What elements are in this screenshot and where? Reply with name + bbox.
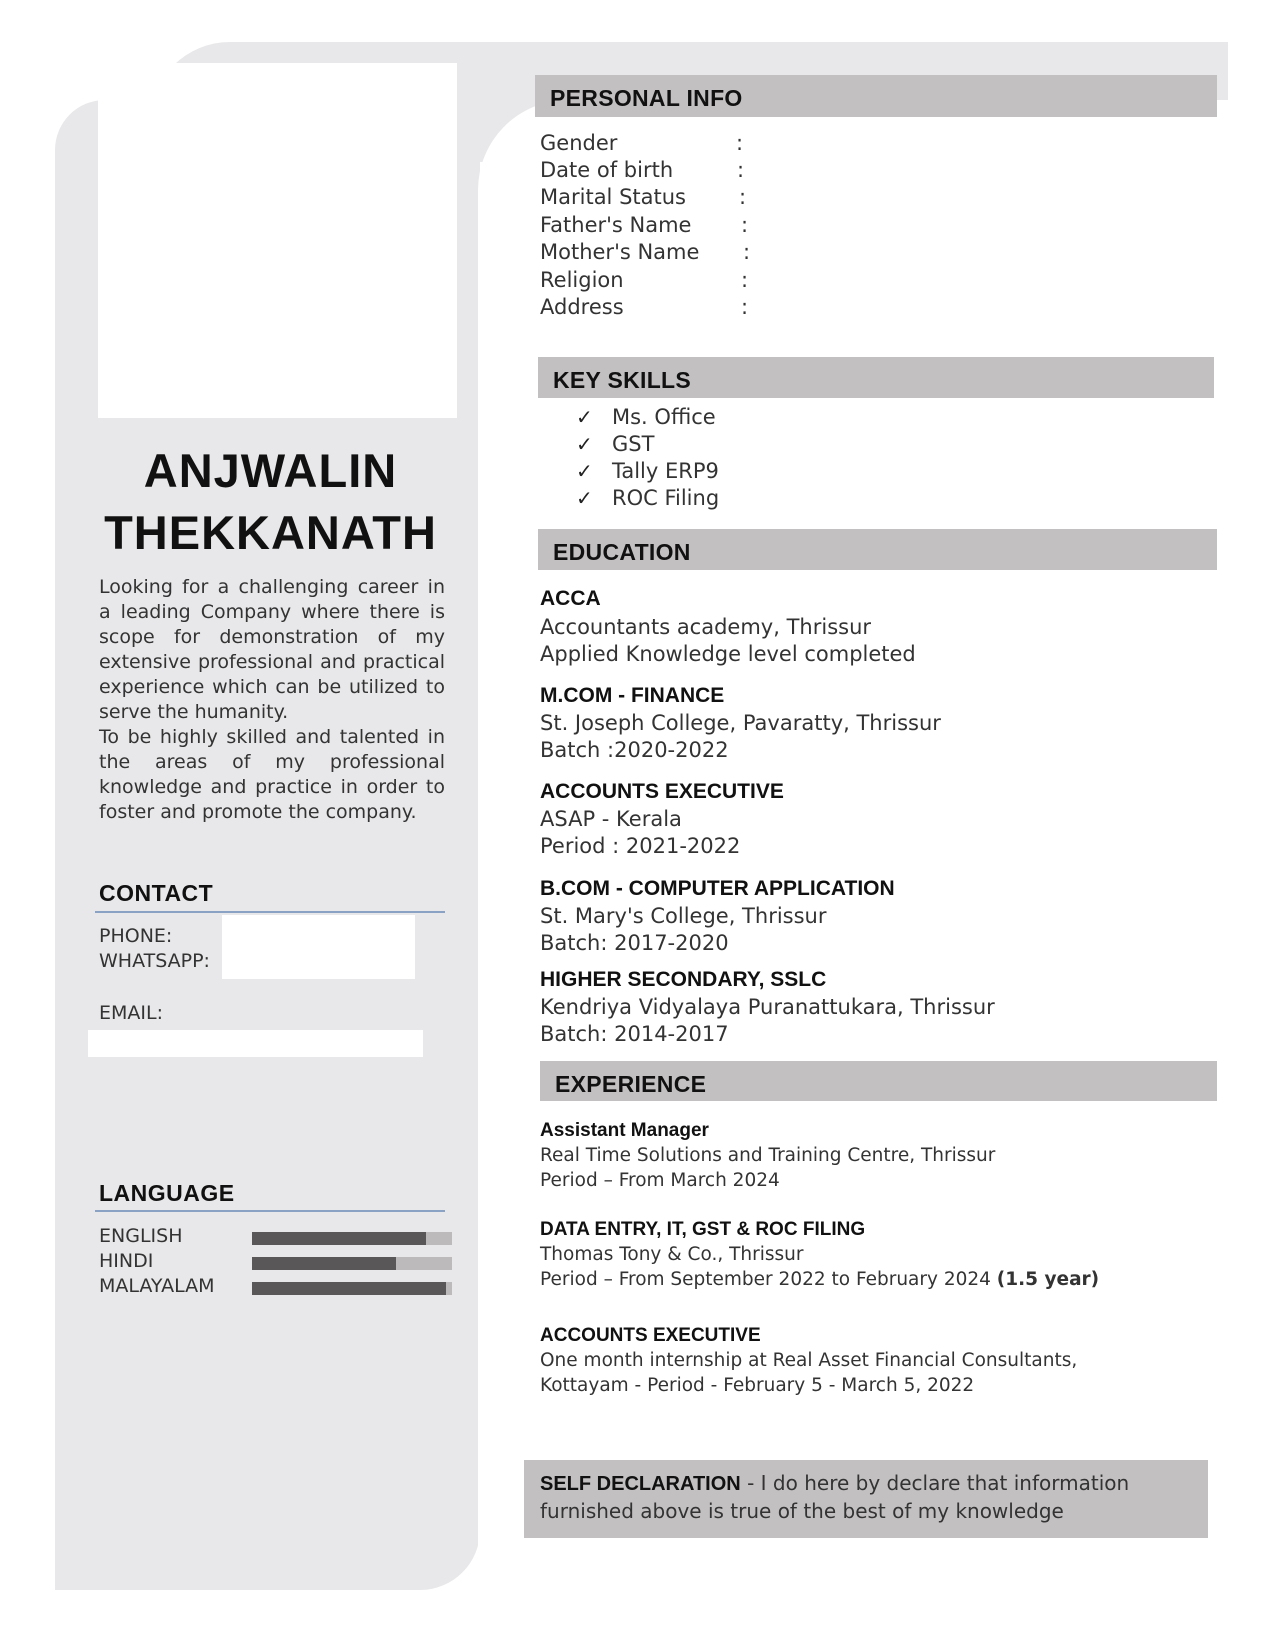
checkmark-icon: ✓ bbox=[576, 405, 593, 429]
experience-duration: (1.5 year) bbox=[996, 1269, 1100, 1290]
phone-value-redacted bbox=[222, 915, 415, 979]
experience-detail: Kottayam - Period - February 5 - March 5, 2022 bbox=[540, 1375, 975, 1396]
education-detail: Kendriya Vidyalaya Puranattukara, Thrissur bbox=[540, 995, 995, 1019]
last-name: THEKKANATH bbox=[104, 506, 437, 559]
objective-paragraph: Looking for a challenging career in a leading Company where there is scope for demonstration of my extensive professional and practical experience which can be utilized to serve the humanity. bbox=[99, 576, 445, 723]
language-name: MALAYALAM bbox=[99, 1275, 215, 1297]
language-level-fill bbox=[252, 1282, 446, 1295]
main-content-area bbox=[478, 100, 1238, 1640]
language-name: ENGLISH bbox=[99, 1225, 183, 1247]
info-label-address: Address bbox=[540, 295, 624, 319]
contact-heading: CONTACT bbox=[99, 880, 214, 906]
checkmark-icon: ✓ bbox=[576, 486, 593, 510]
education-detail: ASAP - Kerala bbox=[540, 807, 682, 831]
info-label-dob: Date of birth bbox=[540, 158, 674, 182]
email-label: EMAIL: bbox=[99, 1002, 163, 1024]
info-colon: : bbox=[741, 268, 749, 292]
experience-detail: Thomas Tony & Co., Thrissur bbox=[540, 1244, 804, 1265]
contact-divider bbox=[95, 911, 445, 913]
education-title-item: ACCA bbox=[540, 587, 601, 610]
education-title-item: M.COM - FINANCE bbox=[540, 684, 725, 707]
education-detail: Batch :2020-2022 bbox=[540, 738, 729, 762]
experience-period: Period – From September 2022 to February 2024 bbox=[540, 1269, 997, 1290]
education-detail: Batch: 2017-2020 bbox=[540, 931, 729, 955]
email-value-redacted bbox=[88, 1030, 423, 1057]
candidate-name bbox=[98, 440, 443, 564]
info-label-gender: Gender bbox=[540, 131, 618, 155]
experience-title: EXPERIENCE bbox=[555, 1071, 707, 1097]
info-colon: : bbox=[737, 158, 745, 182]
self-declaration-label: SELF DECLARATION bbox=[540, 1473, 741, 1495]
profile-photo bbox=[98, 63, 457, 418]
self-declaration-body: - I do here by declare that information furnished above is true of the best of my knowledge bbox=[540, 1471, 1130, 1523]
phone-label: PHONE: bbox=[99, 925, 173, 947]
education-detail: St. Mary's College, Thrissur bbox=[540, 904, 827, 928]
experience-header bbox=[540, 1061, 1217, 1101]
self-declaration-box bbox=[524, 1460, 1208, 1538]
education-title-item: B.COM - COMPUTER APPLICATION bbox=[540, 877, 895, 900]
skill-item: Ms. Office bbox=[612, 405, 716, 429]
language-level-bar bbox=[252, 1282, 452, 1295]
education-detail: Period : 2021-2022 bbox=[540, 834, 741, 858]
info-label-father-name: Father's Name bbox=[540, 213, 692, 237]
experience-detail: Period – From March 2024 bbox=[540, 1170, 780, 1191]
language-level-fill bbox=[252, 1257, 396, 1270]
education-title: EDUCATION bbox=[553, 539, 691, 565]
education-detail: Applied Knowledge level completed bbox=[540, 642, 916, 666]
personal-info-title: PERSONAL INFO bbox=[550, 85, 743, 111]
info-label-marital-status: Marital Status bbox=[540, 185, 686, 209]
checkmark-icon: ✓ bbox=[576, 459, 593, 483]
info-label-mother-name: Mother's Name bbox=[540, 240, 700, 264]
experience-title-item: ACCOUNTS EXECUTIVE bbox=[540, 1325, 761, 1346]
education-detail: Accountants academy, Thrissur bbox=[540, 615, 872, 639]
education-detail: Batch: 2014-2017 bbox=[540, 1022, 729, 1046]
education-title-item: ACCOUNTS EXECUTIVE bbox=[540, 780, 784, 803]
key-skills-header bbox=[538, 357, 1214, 398]
language-level-fill bbox=[252, 1232, 426, 1245]
info-colon: : bbox=[743, 240, 751, 264]
self-declaration-text bbox=[540, 1470, 1196, 1525]
experience-detail bbox=[540, 1269, 1099, 1290]
info-label-religion: Religion bbox=[540, 268, 624, 292]
education-title-item: HIGHER SECONDARY, SSLC bbox=[540, 968, 827, 991]
info-colon: : bbox=[741, 295, 749, 319]
experience-detail: Real Time Solutions and Training Centre, Thrissur bbox=[540, 1145, 996, 1166]
experience-title-item: Assistant Manager bbox=[540, 1120, 709, 1141]
skill-item: GST bbox=[612, 432, 655, 456]
whatsapp-label: WHATSAPP: bbox=[99, 950, 210, 972]
language-level-bar bbox=[252, 1232, 452, 1245]
experience-title-item: DATA ENTRY, IT, GST & ROC FILING bbox=[540, 1219, 866, 1240]
key-skills-title: KEY SKILLS bbox=[553, 367, 692, 393]
education-detail: St. Joseph College, Pavaratty, Thrissur bbox=[540, 711, 941, 735]
language-name: HINDI bbox=[99, 1250, 154, 1272]
language-level-bar bbox=[252, 1257, 452, 1270]
personal-info-header bbox=[535, 75, 1217, 117]
checkmark-icon: ✓ bbox=[576, 432, 593, 456]
career-objective bbox=[99, 575, 445, 825]
language-divider bbox=[95, 1210, 445, 1212]
first-name: ANJWALIN bbox=[143, 444, 398, 497]
info-colon: : bbox=[741, 213, 749, 237]
info-colon: : bbox=[739, 185, 747, 209]
objective-paragraph: To be highly skilled and talented in the areas of my professional knowledge and practice in order to foster and promote the company. bbox=[99, 726, 445, 823]
info-colon: : bbox=[736, 131, 744, 155]
language-heading: LANGUAGE bbox=[99, 1180, 235, 1206]
skill-item: Tally ERP9 bbox=[612, 459, 719, 483]
skill-item: ROC Filing bbox=[612, 486, 720, 510]
education-header bbox=[538, 529, 1217, 570]
experience-detail: One month internship at Real Asset Financial Consultants, bbox=[540, 1350, 1078, 1371]
